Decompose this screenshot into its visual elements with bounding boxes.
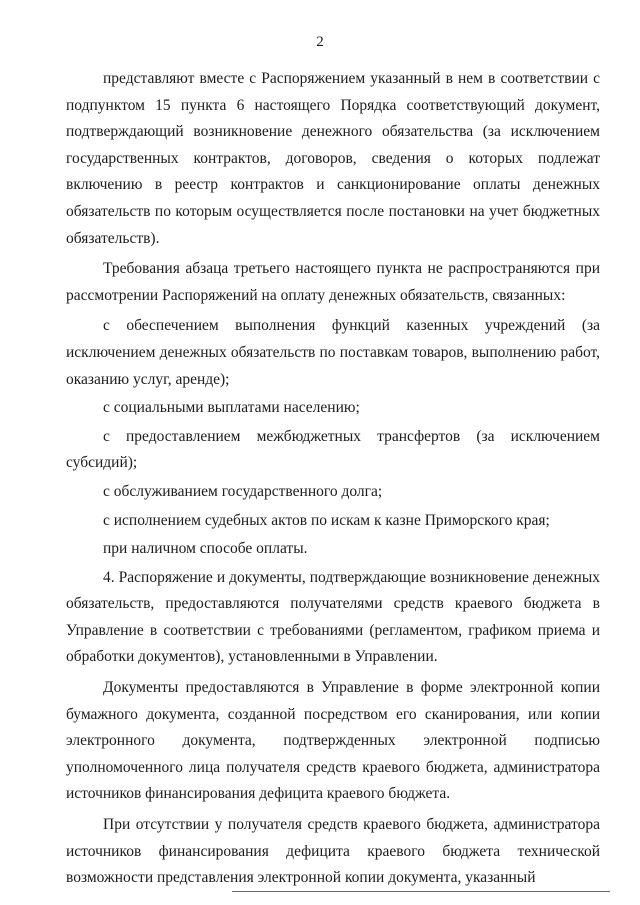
paragraph-no-technical-possibility: При отсутствии у получателя средств краевого бюджета, администратора источников финансирования дефицита краевого бюджета технической возможности представления электронной копии документа, указанный — [66, 816, 600, 887]
paragraph-requirements-exceptions: Требования абзаца третьего настоящего пункта не распространяются при рассмотрении Распоряжений на оплату денежных обязательств, связанных: — [66, 260, 600, 304]
paragraph-item-4: 4. Распоряжение и документы, подтверждающие возникновение денежных обязательств, предоставляются получателями средств краевого бюджета в Управление в соответствии с требованиями (регламентом, графиком приема и обработки документов), установленными в Управлении. — [66, 568, 600, 666]
paragraph-electronic-copy: Документы предоставляются в Управление в форме электронной копии бумажного документа, созданной посредством его сканирования, или копии электронного документа, подтвержденных электронной подписью уполномоченного лица получателя средств краевого бюджета, администратора источников финансирования дефицита краевого бюджета. — [66, 679, 600, 803]
page-number: 2 — [316, 34, 324, 50]
list-item-state-institutions: с обеспечением выполнения функций казенных учреждений (за исключением денежных обязательств по поставкам товаров, выполнению работ, оказанию услуг, аренде); — [66, 317, 600, 388]
paragraph-documents-submission: представляют вместе с Распоряжением указанный в нем в соответствии с подпунктом 15 пункта 6 настоящего Порядка соответствующий документ, подтверждающий возникновение денежного обязательства (за исключением государственных контрактов, договоров, сведения о которых подлежат включению в реестр контрактов и санкционирование оплаты денежных обязательств по которым осуществляется после постановки на учет бюджетных обязательств). — [66, 70, 600, 247]
list-item-interbudget-transfers: с предоставлением межбюджетных трансфертов (за исключением субсидий); — [66, 427, 600, 472]
document-body — [66, 66, 600, 896]
list-item-cash-payment: при наличном способе оплаты. — [103, 540, 308, 558]
list-item-social-payments: с социальными выплатами населению; — [103, 399, 360, 417]
list-item-public-debt: с обслуживанием государственного долга; — [103, 482, 383, 500]
footer-rule — [232, 891, 610, 892]
list-item-court-acts: с исполнением судебных актов по искам к казне Приморского края; — [103, 511, 550, 529]
